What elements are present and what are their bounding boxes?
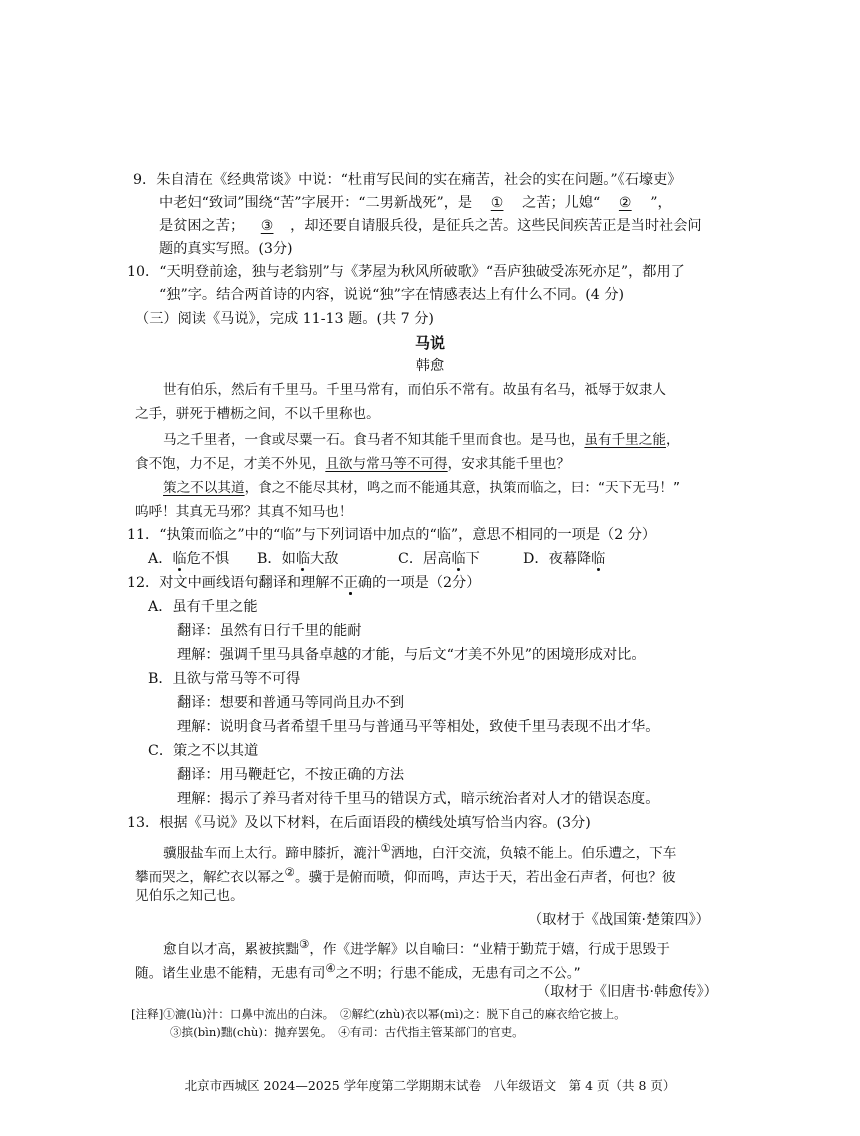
q13-material-1-line-1 (163, 838, 676, 864)
q12-stem-text: 12．对文中画线语句翻译和理解 (127, 575, 330, 591)
passage-p3-line-1 (163, 478, 680, 498)
option-letter: D． (523, 551, 549, 567)
passage-author: 韩愈 (415, 358, 445, 374)
q10-line-1: 10．“天明登前途，独与老翁别”与《茅屋为秋风所破歌》“吾庐独破受冻死亦足”，都用了 (127, 264, 685, 280)
passage-p2-text-c: ，安求其能千里也？ (447, 456, 570, 472)
q13-material-1-line-3: 见伯乐之知己也。 (135, 888, 244, 904)
material-text: 。骥于是俯而喷，仰而鸣，声达于天，若出金石声者，何也？彼 (294, 869, 676, 886)
q13-source-1: （取材于《战国策·楚策四》） (528, 912, 710, 928)
dotted-word: 不正确 (329, 575, 373, 591)
q13-material-1-line-2 (135, 862, 676, 888)
underlined-sentence-c: 策之不以其道 (163, 480, 245, 496)
underlined-sentence-a: 虽有千里之能 (584, 432, 666, 448)
q12-dotted-word (330, 575, 373, 591)
option-letter: B． (257, 551, 282, 567)
q13-source-2: （取材于《旧唐书·韩愈传》） (536, 984, 718, 1000)
passage-title: 马说 (414, 334, 445, 352)
q9-blank-2: ② (618, 195, 632, 211)
q9-line-1: 9．朱自清在《经典常谈》中说：“杜甫写民间的实在痛苦，社会的实在问题。”《石壕吏》 (133, 172, 682, 188)
option-text: 居高 (423, 551, 452, 567)
q13-material-2-line-1 (163, 934, 670, 960)
q11-option-b (257, 549, 338, 569)
passage-p2-line-1 (163, 430, 680, 450)
q11-option-c (398, 549, 480, 569)
q12-c-translation: 翻译：用马鞭赶它，不按正确的方法 (177, 767, 405, 783)
passage-p1-line-2: 之手，骈死于槽枥之间，不以千里称也。 (135, 406, 380, 422)
page-footer: 北京市西城区 2024—2025 学年度第二学期期末试卷 八年级语文 第 4 页（共 8 页） (184, 1078, 676, 1093)
q11-option-a (148, 549, 229, 569)
q12-b-understanding: 理解：说明食马者希望千里马与普通马平等相处，致使千里马表现不出才华。 (177, 719, 660, 735)
passage-p3-line-2: 呜呼！其真无马邪？其真不知马也！ (135, 504, 353, 520)
q9-blank-3: ③ (260, 218, 274, 234)
passage-p2-text: 马之千里者，一食或尽粟一石。食马者不知其能千里而食也。是马也， (163, 432, 585, 448)
q10-line-2: “独”字。结合两首诗的内容，说说“独”字在情感表达上有什么不同。(4 分) (159, 287, 625, 303)
q9-blank-1: ① (490, 195, 504, 211)
notes-line-2: ③摈(bìn)黜(chù)：抛弃罢免。 ④有司：古代指主管某部门的官吏。 (170, 1025, 524, 1039)
q12-stem (127, 573, 480, 593)
q9-line-2-text-b: 之苦；儿媳“ (522, 195, 601, 211)
material-text: 攀而哭之，解纻衣以幂之 (135, 869, 285, 886)
option-text: 下 (465, 551, 480, 567)
option-letter: A． (148, 551, 173, 567)
option-text: 如 (281, 551, 296, 567)
dotted-char: 临 (451, 551, 466, 567)
q11-option-d (523, 549, 605, 569)
material-text: 随。诸生业患不能精，无患有司 (135, 965, 326, 982)
q12-stem-text-end: 的一项是（2分） (372, 575, 481, 591)
q9-line-3 (159, 216, 702, 236)
q9-line-2 (159, 193, 672, 213)
material-text: 之不明；行患不能成，无患有司之不公。” (335, 965, 581, 982)
q12-b-label: B．且欲与常马等不可得 (148, 671, 301, 687)
q9-line-3-text-b: ，却还要自请服兵役，是征兵之苦。这些民间疾苦正是当时社会问 (290, 218, 702, 234)
footnote-mark: ② (284, 865, 295, 879)
q9-line-4: 题的真实写照。(3分) (159, 241, 293, 257)
q12-b-translation: 翻译：想要和普通马等同尚且办不到 (177, 695, 405, 711)
q12-a-understanding: 理解：强调千里马具备卓越的才能，与后文“才美不外见”的困境形成对比。 (177, 647, 646, 663)
dotted-char: 临 (295, 551, 311, 567)
q9-line-2-text-c: ”， (650, 195, 672, 211)
q13-material-2-line-2 (135, 958, 581, 984)
dotted-char: 临 (591, 551, 606, 567)
passage-p2-text-b: 食不饱，力不足，才美不外见， (135, 456, 326, 472)
passage-p1-line-1: 世有伯乐，然后有千里马。千里马常有，而伯乐不常有。故虽有名马，祗辱于奴隶人 (163, 382, 666, 398)
notes-line-1: [注释]①漉(lù)汁：口鼻中流出的白沫。 ②解纻(zhù)衣以幂(mì)之：脱下自己的麻衣给它披上。 (131, 1007, 626, 1021)
material-text: 愈自以才高，累被摈黜 (163, 941, 299, 958)
q9-line-3-text-a: 是贫困之苦； (159, 218, 245, 234)
material-text: 骥服盐车而上太行。蹄申膝折，漉汁 (163, 845, 381, 862)
section-3-heading: （三）阅读《马说》，完成 11-13 题。(共 7 分) (135, 311, 434, 327)
underlined-sentence-b: 且欲与常马等不可得 (325, 456, 448, 472)
option-text: 夜幕降 (548, 551, 592, 567)
passage-p2-line-2 (135, 454, 570, 474)
footnote-mark: ④ (325, 961, 336, 975)
q13-stem: 13．根据《马说》及以下材料，在后面语段的横线处填写恰当内容。(3分) (127, 815, 591, 831)
option-text: 大敌 (310, 551, 339, 567)
footnote-mark: ③ (298, 937, 310, 951)
q12-a-label: A．虽有千里之能 (148, 599, 258, 615)
material-text: 洒地，白汗交流，负辕不能上。伯乐遭之，下车 (390, 845, 677, 862)
q11-stem: 11．“执策而临之”中的“临”与下列词语中加点的“临”，意思不相同的一项是（2 分） (127, 527, 657, 543)
footnote-mark: ① (380, 841, 391, 855)
passage-p2-punct: ， (665, 432, 680, 448)
option-letter: C． (398, 551, 424, 567)
q9-line-2-text-a: 中老妇“致词”围绕“苦”字展开：“二男新战死”，是 (159, 195, 473, 211)
passage-p3-text: ，食之不能尽其材，鸣之而不能通其意，执策而临之，曰：“天下无马！” (244, 480, 681, 496)
q12-c-label: C．策之不以其道 (148, 743, 259, 759)
material-text: ，作《进学解》以自喻曰：“业精于勤荒于嬉，行成于思毁于 (309, 941, 670, 958)
q12-a-translation: 翻译：虽然有日行千里的能耐 (177, 623, 362, 639)
q12-c-understanding: 理解：揭示了养马者对待千里马的错误方式，暗示统治者对人才的错误态度。 (177, 791, 660, 807)
dotted-char: 临 (172, 551, 187, 567)
option-text: 危不惧 (186, 551, 230, 567)
